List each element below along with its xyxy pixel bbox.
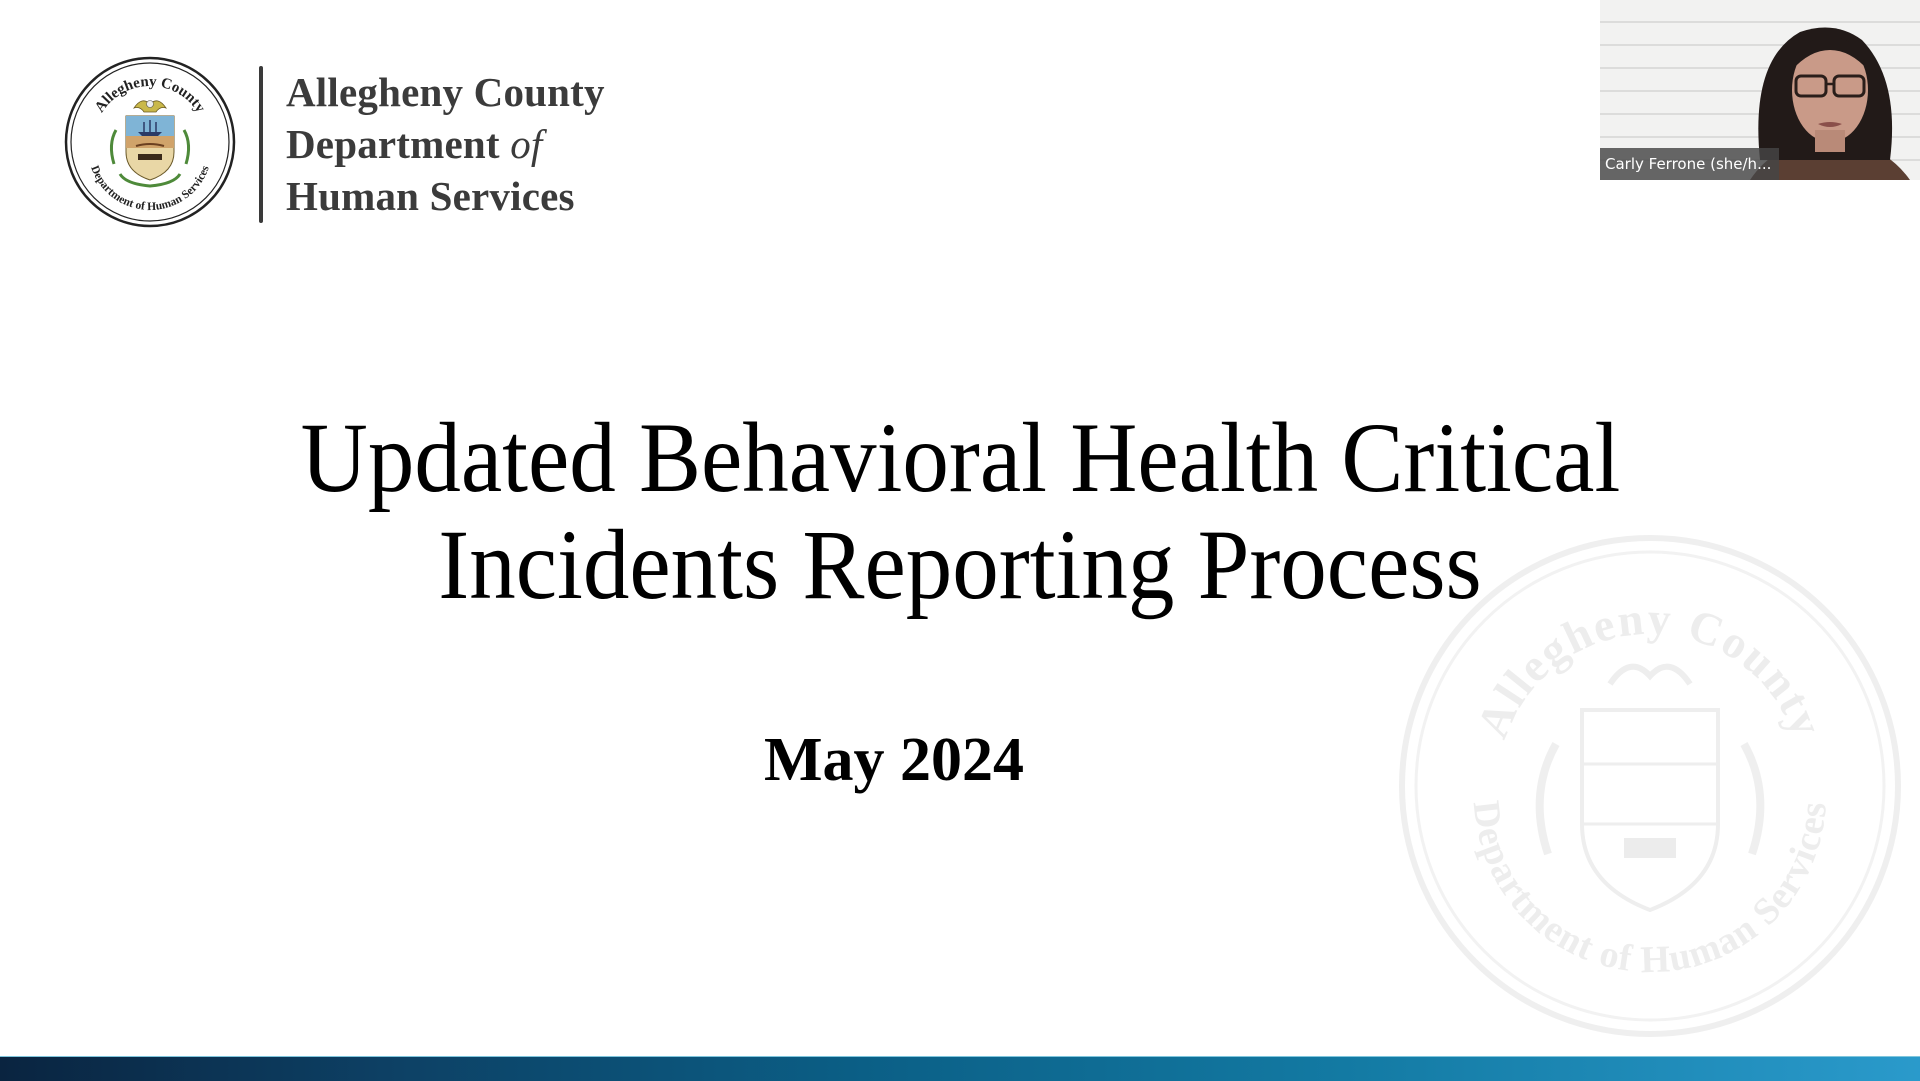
org-name-line2: Department of <box>286 121 543 167</box>
svg-text:Allegheny County: Allegheny County <box>1466 592 1834 745</box>
svg-text:Department of Human Services: Department of Human Services <box>1464 798 1836 982</box>
organization-name <box>286 66 605 222</box>
org-name-line3: Human Services <box>286 173 575 219</box>
title-line2: Incidents Reporting Process <box>438 509 1482 620</box>
svg-text:Department of Human Services: Department of Human Services <box>88 164 212 214</box>
footer-gradient-bar <box>0 1056 1920 1081</box>
org-name-line1: Allegheny County <box>286 69 605 115</box>
svg-text:Allegheny County: Allegheny County <box>92 73 209 116</box>
title-line1: Updated Behavioral Health Critical <box>300 402 1620 513</box>
slide-date: May 2024 <box>763 726 1025 794</box>
logo-divider <box>259 66 263 223</box>
allegheny-county-seal-icon <box>64 56 236 228</box>
participant-video-tile[interactable] <box>1600 0 1920 180</box>
slide-title <box>0 404 1920 618</box>
participant-name-label: Carly Ferrone (she/h... <box>1600 148 1779 180</box>
